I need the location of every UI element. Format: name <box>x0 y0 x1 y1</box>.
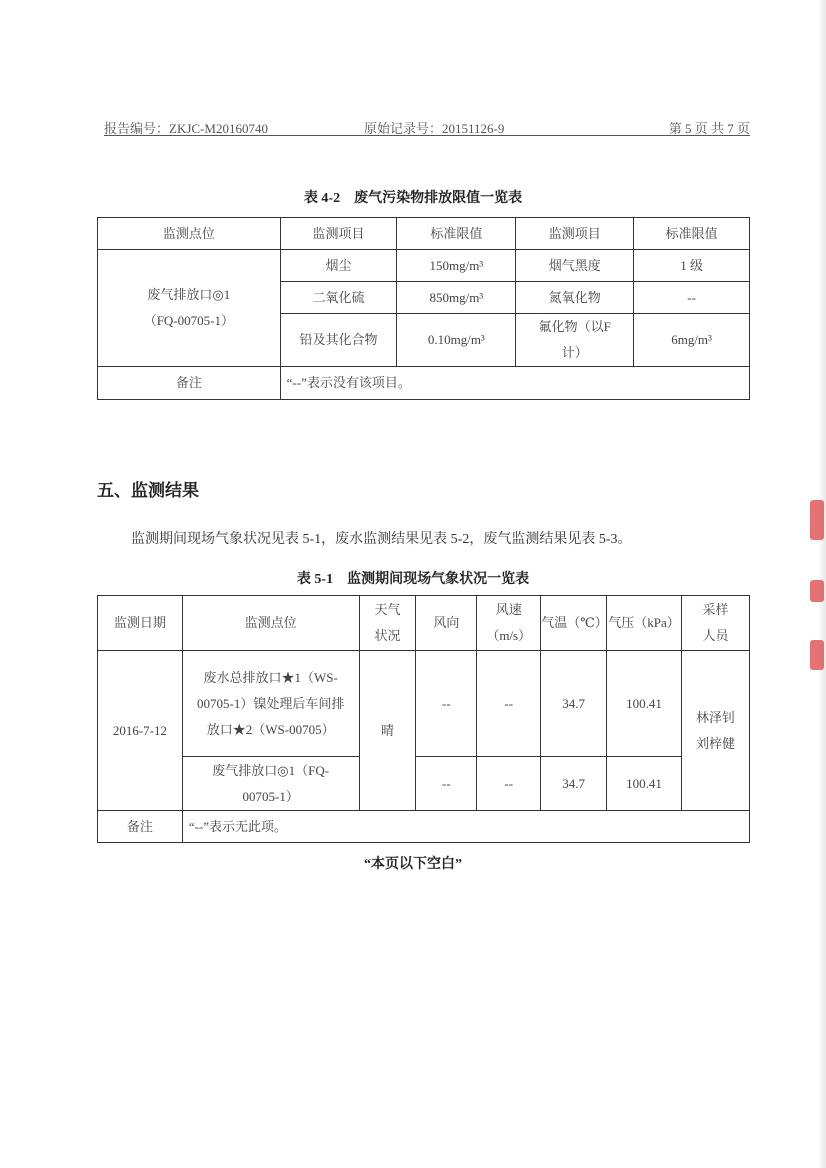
cell: -- <box>634 282 750 314</box>
page-number: 第 5 页 共 7 页 <box>668 121 750 136</box>
note-row <box>98 811 750 843</box>
cell: -- <box>416 651 477 757</box>
header-cell: 气温（℃） <box>541 596 607 651</box>
table-header-row <box>98 218 750 250</box>
header-cell: 气压（kPa） <box>607 596 682 651</box>
staff-cell: 林泽钊 刘梓健 <box>682 651 750 811</box>
site-code: （FQ-00705-1） <box>143 313 234 328</box>
header-cell: 风向 <box>416 596 477 651</box>
cell: 100.41 <box>607 757 682 811</box>
header-cell: 监测点位 <box>98 218 281 250</box>
header-cell: 标准限值 <box>397 218 516 250</box>
cell: 34.7 <box>541 757 607 811</box>
page-header <box>104 118 750 136</box>
header-cell: 监测日期 <box>98 596 183 651</box>
cell: 34.7 <box>541 651 607 757</box>
table-header-row <box>98 596 750 651</box>
cell: 氟化物（以F计） <box>516 314 634 367</box>
cell: 铅及其化合物 <box>280 314 397 367</box>
cell: 二氧化硫 <box>280 282 397 314</box>
table-4-2-title: 表 4-2 废气污染物排放限值一览表 <box>303 191 523 206</box>
cell: 1 级 <box>634 250 750 282</box>
note-label: 备注 <box>98 367 281 400</box>
date-cell: 2016-7-12 <box>98 651 183 811</box>
cell: 烟尘 <box>280 250 397 282</box>
header-cell: 采样人员 <box>682 596 750 651</box>
weather-cell: 晴 <box>359 651 416 811</box>
page-footer-note: “本页以下空白” <box>364 857 462 872</box>
cell: 850mg/m³ <box>397 282 516 314</box>
note-text: “--”表示无此项。 <box>182 811 749 843</box>
seal-fragment <box>810 640 824 670</box>
section-heading: 五、监测结果 <box>97 481 199 500</box>
header-cell: 监测项目 <box>280 218 397 250</box>
note-label: 备注 <box>98 811 183 843</box>
cell: 0.10mg/m³ <box>397 314 516 367</box>
cell: 150mg/m³ <box>397 250 516 282</box>
cell: -- <box>477 757 541 811</box>
header-cell: 监测点位 <box>182 596 359 651</box>
seal-fragment <box>810 500 824 540</box>
cell: 100.41 <box>607 651 682 757</box>
table-row <box>98 651 750 757</box>
table-4-2 <box>97 217 750 400</box>
cell: -- <box>416 757 477 811</box>
header-cell: 风速（m/s） <box>477 596 541 651</box>
site-cell: 废气排放口◎1（FQ-00705-1） <box>182 757 359 811</box>
site-name: 废气排放口◎1 <box>147 287 231 302</box>
header-cell: 标准限值 <box>634 218 750 250</box>
cell: -- <box>477 651 541 757</box>
site-cell <box>98 250 281 367</box>
record-number: 原始记录号：20151126-9 <box>364 121 505 136</box>
table-5-1 <box>97 595 750 843</box>
table-row <box>98 250 750 282</box>
site-cell: 废水总排放口★1（WS-00705-1）镍处理后车间排放口★2（WS-00705） <box>182 651 359 757</box>
table-5-1-title: 表 5-1 监测期间现场气象状况一览表 <box>296 572 530 587</box>
cell: 烟气黑度 <box>516 250 634 282</box>
section-paragraph: 监测期间现场气象状况见表 5-1，废水监测结果见表 5-2，废气监测结果见表 5-3。 <box>131 532 632 547</box>
note-text: “--”表示没有该项目。 <box>280 367 749 400</box>
note-row <box>98 367 750 400</box>
header-cell: 天气状况 <box>359 596 416 651</box>
cell: 6mg/m³ <box>634 314 750 367</box>
cell: 氮氧化物 <box>516 282 634 314</box>
header-cell: 监测项目 <box>516 218 634 250</box>
report-number: 报告编号：ZKJC-M20160740 <box>104 121 268 136</box>
table-row <box>98 757 750 811</box>
